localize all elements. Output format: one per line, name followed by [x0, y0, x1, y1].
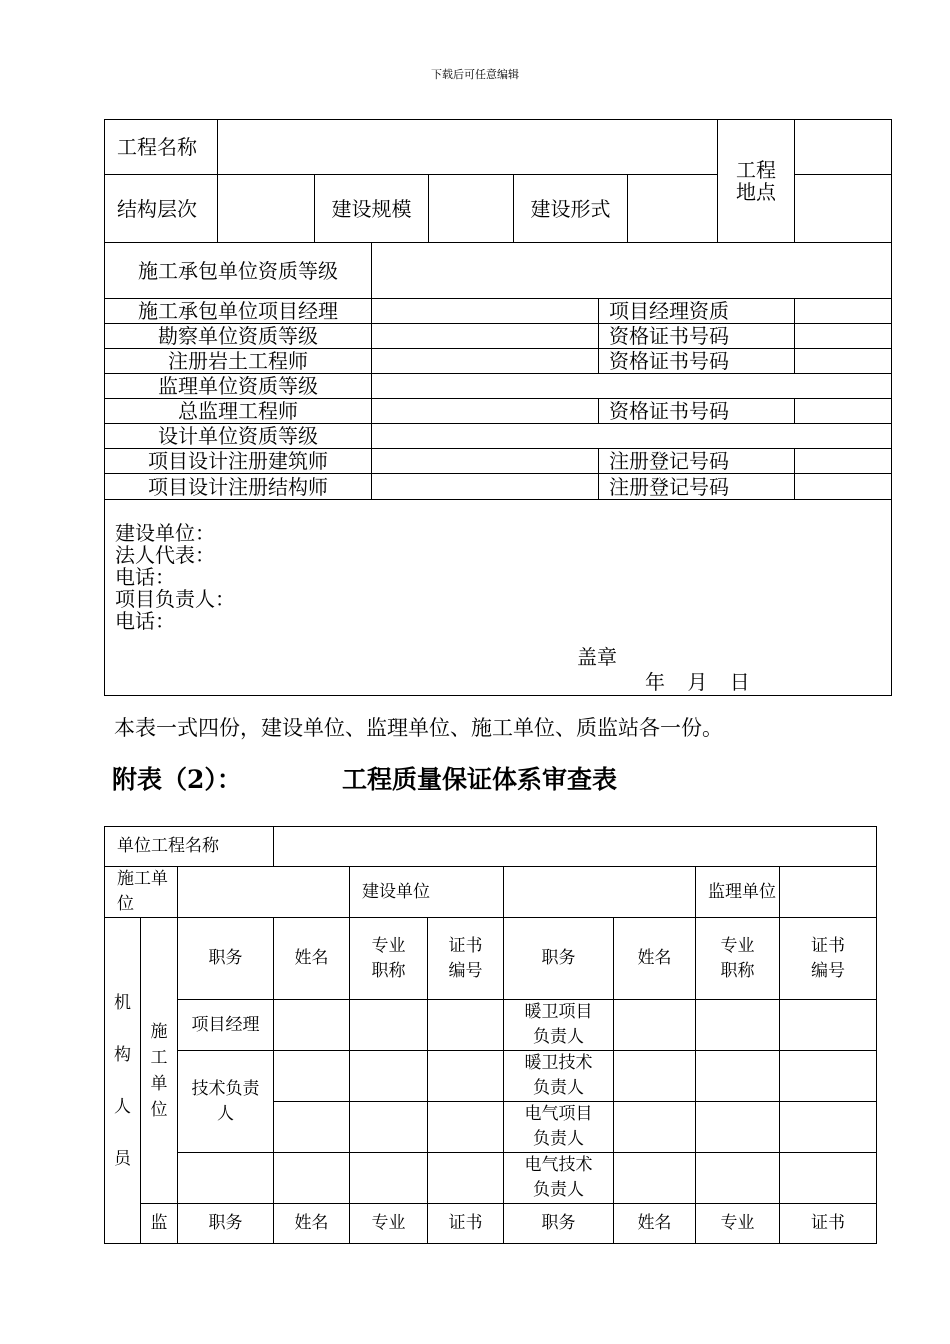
cert-cell[interactable] — [428, 1102, 504, 1153]
project-name-value[interactable] — [218, 120, 718, 175]
project-manager-label: 项目经理 — [178, 1000, 274, 1051]
row-label: 监理单位资质等级 — [105, 374, 372, 399]
name-cell[interactable] — [614, 1000, 696, 1051]
project-name-label: 工程名称 — [105, 120, 218, 175]
copies-note: 本表一式四份，建设单位、监理单位、施工单位、质监站各一份。 — [114, 716, 723, 740]
name-cell[interactable] — [274, 1000, 350, 1051]
contractor-qualification-value[interactable] — [372, 243, 892, 299]
row-right-label: 资格证书号码 — [599, 399, 795, 424]
row-right-label: 资格证书号码 — [599, 324, 795, 349]
row-right-label: 注册登记号码 — [599, 449, 795, 474]
row-value[interactable] — [372, 299, 599, 324]
role-cell[interactable] — [178, 1153, 274, 1204]
row-value[interactable] — [372, 474, 599, 500]
col-header: 专业 职称 — [696, 918, 780, 1000]
structure-level-label: 结构层次 — [105, 175, 218, 243]
supervision-unit-value[interactable] — [780, 867, 877, 918]
construction-unit-vertical-label: 施 工 单 位 — [141, 918, 178, 1204]
row-value[interactable] — [372, 349, 599, 374]
phone-label-2: 电话： — [115, 609, 175, 633]
project-location-label: 工程 地点 — [718, 120, 795, 243]
right-role-label: 暖卫技术 负责人 — [504, 1051, 614, 1102]
col-header: 职务 — [504, 918, 614, 1000]
cert-cell[interactable] — [780, 1000, 877, 1051]
title-cell[interactable] — [696, 1000, 780, 1051]
bottom-header: 证书 — [428, 1204, 504, 1244]
title-cell[interactable] — [350, 1000, 428, 1051]
row-label: 施工承包单位项目经理 — [105, 299, 372, 324]
col-header: 姓名 — [274, 918, 350, 1000]
project-location-value[interactable] — [795, 120, 892, 175]
owner-label: 建设单位： — [115, 521, 215, 545]
cert-cell[interactable] — [428, 1000, 504, 1051]
name-cell[interactable] — [614, 1153, 696, 1204]
build-form-value[interactable] — [628, 175, 718, 243]
title-cell[interactable] — [696, 1102, 780, 1153]
supervision-unit-label: 监理单位 — [696, 867, 780, 918]
row-right-label: 注册登记号码 — [599, 474, 795, 500]
build-form-label: 建设形式 — [514, 175, 628, 243]
row-label: 项目设计注册建筑师 — [105, 449, 372, 474]
legal-rep-label: 法人代表： — [115, 543, 215, 567]
org-staff-label: 机 构 人 员 — [105, 918, 141, 1244]
bottom-header: 专业 — [696, 1204, 780, 1244]
title-cell[interactable] — [350, 1051, 428, 1102]
title-cell[interactable] — [696, 1153, 780, 1204]
supervision-vertical-label: 监 — [141, 1204, 178, 1244]
page-header: 下载后可任意编辑 — [431, 68, 519, 81]
quality-review-table — [104, 826, 877, 1244]
row-right-value[interactable] — [795, 349, 892, 374]
row-value[interactable] — [372, 399, 599, 424]
name-cell[interactable] — [274, 1153, 350, 1204]
title-cell[interactable] — [696, 1051, 780, 1102]
right-role-label: 电气项目 负责人 — [504, 1102, 614, 1153]
row-value[interactable] — [372, 424, 892, 449]
build-scale-value[interactable] — [429, 175, 514, 243]
cert-cell[interactable] — [428, 1153, 504, 1204]
cert-cell[interactable] — [780, 1102, 877, 1153]
unit-project-name-value[interactable] — [274, 827, 877, 867]
bottom-header: 职务 — [504, 1204, 614, 1244]
name-cell[interactable] — [274, 1102, 350, 1153]
construction-unit-value[interactable] — [178, 867, 350, 918]
title-cell[interactable] — [350, 1153, 428, 1204]
row-right-value[interactable] — [795, 324, 892, 349]
project-info-table — [104, 119, 892, 696]
title-cell[interactable] — [350, 1102, 428, 1153]
row-label: 设计单位资质等级 — [105, 424, 372, 449]
right-role-label: 暖卫项目 负责人 — [504, 1000, 614, 1051]
build-scale-label: 建设规模 — [315, 175, 429, 243]
bottom-header: 姓名 — [274, 1204, 350, 1244]
structure-level-value[interactable] — [218, 175, 315, 243]
col-header: 职务 — [178, 918, 274, 1000]
appendix-title-text: 工程质量保证体系审查表 — [342, 765, 618, 794]
col-header: 专业 职称 — [350, 918, 428, 1000]
row-label: 注册岩土工程师 — [105, 349, 372, 374]
row-label: 勘察单位资质等级 — [105, 324, 372, 349]
date-label: 年 月 日 — [645, 670, 750, 694]
appendix-number: 附表（2）： — [112, 765, 242, 794]
row-label: 总监理工程师 — [105, 399, 372, 424]
construction-unit-label: 施工单位 — [105, 867, 178, 918]
row-value[interactable] — [372, 324, 599, 349]
seal-label: 盖章 — [577, 645, 617, 669]
row-right-label: 项目经理资质 — [599, 299, 795, 324]
bottom-header: 职务 — [178, 1204, 274, 1244]
bottom-header: 证书 — [780, 1204, 877, 1244]
bottom-header: 专业 — [350, 1204, 428, 1244]
tech-lead-label: 技术负责 人 — [178, 1051, 274, 1153]
appendix-title — [112, 760, 618, 796]
row-right-value[interactable] — [795, 299, 892, 324]
col-header: 证书 编号 — [428, 918, 504, 1000]
row-right-value[interactable] — [795, 449, 892, 474]
right-role-label: 电气技术 负责人 — [504, 1153, 614, 1204]
col-header: 证书 编号 — [780, 918, 877, 1000]
row-right-label: 资格证书号码 — [599, 349, 795, 374]
owner-unit-value[interactable] — [504, 867, 696, 918]
name-cell[interactable] — [614, 1102, 696, 1153]
name-cell[interactable] — [614, 1051, 696, 1102]
row-value[interactable] — [372, 449, 599, 474]
cert-cell[interactable] — [780, 1051, 877, 1102]
project-lead-label: 项目负责人： — [115, 587, 235, 611]
bottom-header: 姓名 — [614, 1204, 696, 1244]
row-right-value[interactable] — [795, 474, 892, 500]
row-label: 项目设计注册结构师 — [105, 474, 372, 500]
col-header: 姓名 — [614, 918, 696, 1000]
owner-unit-label: 建设单位 — [350, 867, 504, 918]
row-value[interactable] — [372, 374, 892, 399]
cert-cell[interactable] — [780, 1153, 877, 1204]
project-location-value-2[interactable] — [795, 175, 892, 243]
phone-label: 电话： — [115, 565, 175, 589]
row-right-value[interactable] — [795, 399, 892, 424]
cert-cell[interactable] — [428, 1051, 504, 1102]
name-cell[interactable] — [274, 1051, 350, 1102]
contractor-qualification-label: 施工承包单位资质等级 — [105, 243, 372, 299]
unit-project-name-label: 单位工程名称 — [105, 827, 274, 867]
contact-section — [105, 500, 892, 696]
